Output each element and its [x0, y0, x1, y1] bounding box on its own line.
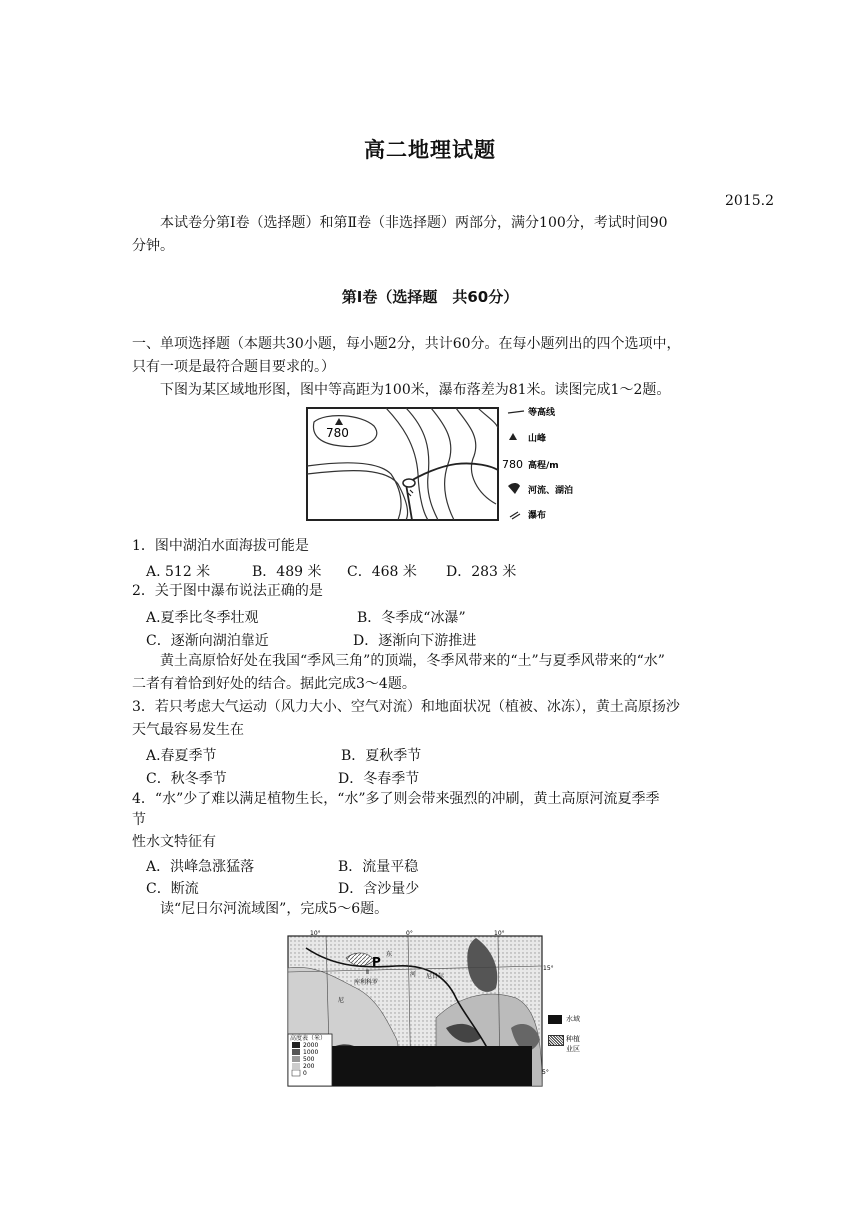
q4-option-c[interactable]: C．断流 — [146, 881, 199, 897]
point-p-label: P — [372, 955, 381, 969]
q2-option-a[interactable]: A.夏季比冬季壮观 — [146, 610, 259, 626]
legend-elevation-number: 780 — [502, 458, 523, 471]
q2-option-c[interactable]: C．逐渐向湖泊靠近 — [146, 633, 269, 649]
q3-line-1: 3．若只考虑大气运动（风力大小、空气对流）和地面状况（植被、冰冻），黄土高原扬沙 — [132, 699, 680, 715]
q1-stem: 1．图中湖泊水面海拔可能是 — [132, 538, 309, 554]
part1-line-1: 一、单项选择题（本题共30小题，每小题2分，共计60分。在每小题列出的四个选项中， — [132, 336, 681, 352]
fig2-intro: 读“尼日尔河流域图”，完成5～6题。 — [160, 901, 389, 917]
legend-farming-swatch — [548, 1035, 564, 1046]
elevation-swatch-0 — [292, 1070, 300, 1076]
contour-map-figure — [306, 404, 596, 524]
lake-shape — [403, 479, 415, 487]
legend-river-label: 河流、湖泊 — [528, 486, 574, 496]
legend-peak-label: 山峰 — [528, 434, 547, 444]
q2-option-d[interactable]: D．逐渐向下游推进 — [353, 633, 477, 649]
legend-peak-symbol — [509, 433, 517, 440]
peak-elevation-label: 780 — [326, 426, 349, 440]
q2-option-b[interactable]: B．冬季成“冰瀑” — [357, 610, 466, 626]
contour-map — [306, 404, 596, 524]
legend-contour-symbol — [508, 411, 524, 413]
longitude-label: 10° — [494, 930, 505, 937]
place-label: 尼 — [338, 997, 345, 1004]
legend-contour-label: 等高线 — [528, 408, 556, 418]
place-label: 尼日尔 — [426, 973, 445, 980]
legend-farming-label: 种植业区 — [566, 1035, 580, 1053]
elevation-value: 2000 — [303, 1042, 319, 1049]
q4-option-d[interactable]: D．含沙量少 — [338, 881, 420, 897]
elevation-swatch-2000 — [292, 1042, 300, 1048]
q4-line-3: 性水文特征有 — [132, 834, 216, 850]
q4-line-1: 4．“水”少了难以满足植物生长，“水”多了则会带来强烈的冲刷，黄土高原河流夏季季 — [132, 791, 660, 807]
elevation-value: 200 — [303, 1063, 315, 1070]
passage2-line-2: 二者有着恰到好处的结合。据此完成3～4题。 — [132, 676, 416, 692]
place-label: 库利科罗 — [354, 979, 379, 986]
longitude-label: 0° — [406, 930, 413, 937]
q1-option-c[interactable]: C．468 米 — [347, 564, 417, 580]
q3-line-2: 天气最容易发生在 — [132, 722, 244, 738]
q4-option-b[interactable]: B．流量平稳 — [338, 859, 419, 875]
legend-waterfall-label: 瀑布 — [528, 511, 547, 521]
section-title: 第Ⅰ卷（选择题 共60分） — [341, 288, 519, 306]
q4-line-2: 节 — [132, 812, 146, 828]
q1-option-a[interactable]: A. 512 米 — [146, 564, 211, 580]
exam-date: 2015.2 — [725, 193, 774, 209]
niger-basin-map-figure — [286, 928, 586, 1088]
niger-basin-map — [286, 928, 586, 1088]
part1-line-2: 只有一项是最符合题目要求的。） — [132, 359, 335, 375]
longitude-label: 10° — [310, 930, 321, 937]
q4-option-a[interactable]: A．洪峰急涨猛落 — [146, 859, 255, 875]
fig1-intro: 下图为某区域地形图，图中等高距为100米，瀑布落差为81米。读图完成1～2题。 — [160, 382, 671, 398]
page-title: 高二地理试题 — [364, 138, 496, 162]
q1-option-b[interactable]: B．489 米 — [252, 564, 322, 580]
intro-line-2: 分钟。 — [132, 238, 174, 254]
latitude-label: 5° — [542, 1069, 549, 1076]
elevation-swatch-200 — [292, 1063, 300, 1069]
legend-water-swatch — [548, 1015, 562, 1024]
q2-stem: 2．关于图中瀑布说法正确的是 — [132, 583, 323, 599]
place-label: 河 — [410, 971, 417, 978]
legend-river-symbol — [508, 483, 520, 494]
elevation-value: 0 — [303, 1070, 307, 1077]
q1-option-d[interactable]: D．283 米 — [446, 564, 517, 580]
elevation-swatch-1000 — [292, 1049, 300, 1055]
elevation-swatch-500 — [292, 1056, 300, 1062]
q3-option-b[interactable]: B．夏秋季节 — [341, 748, 422, 764]
place-label: 东 — [386, 951, 393, 958]
passage2-line-1: 黄土高原恰好处在我国“季风三角”的顶端，冬季风带来的“土”与夏季风带来的“水” — [160, 653, 665, 669]
legend-waterfall-symbol — [510, 512, 520, 519]
elevation-value: 1000 — [303, 1049, 319, 1056]
intro-line-1: 本试卷分第Ⅰ卷（选择题）和第Ⅱ卷（非选择题）两部分，满分100分，考试时间90 — [160, 215, 668, 231]
place-label: Ⅱ — [366, 969, 369, 976]
legend-elevation-label: 高程/m — [528, 461, 559, 471]
q3-option-c[interactable]: C．秋冬季节 — [146, 771, 227, 787]
ocean-region — [332, 1046, 532, 1086]
latitude-label: 15° — [543, 965, 554, 972]
q3-option-a[interactable]: A.春夏季节 — [146, 748, 217, 764]
elevation-value: 500 — [303, 1056, 315, 1063]
legend-water-label: 水域 — [566, 1015, 580, 1023]
q3-option-d[interactable]: D．冬春季节 — [338, 771, 420, 787]
elevation-legend-title: 高度表（米） — [290, 1035, 327, 1042]
